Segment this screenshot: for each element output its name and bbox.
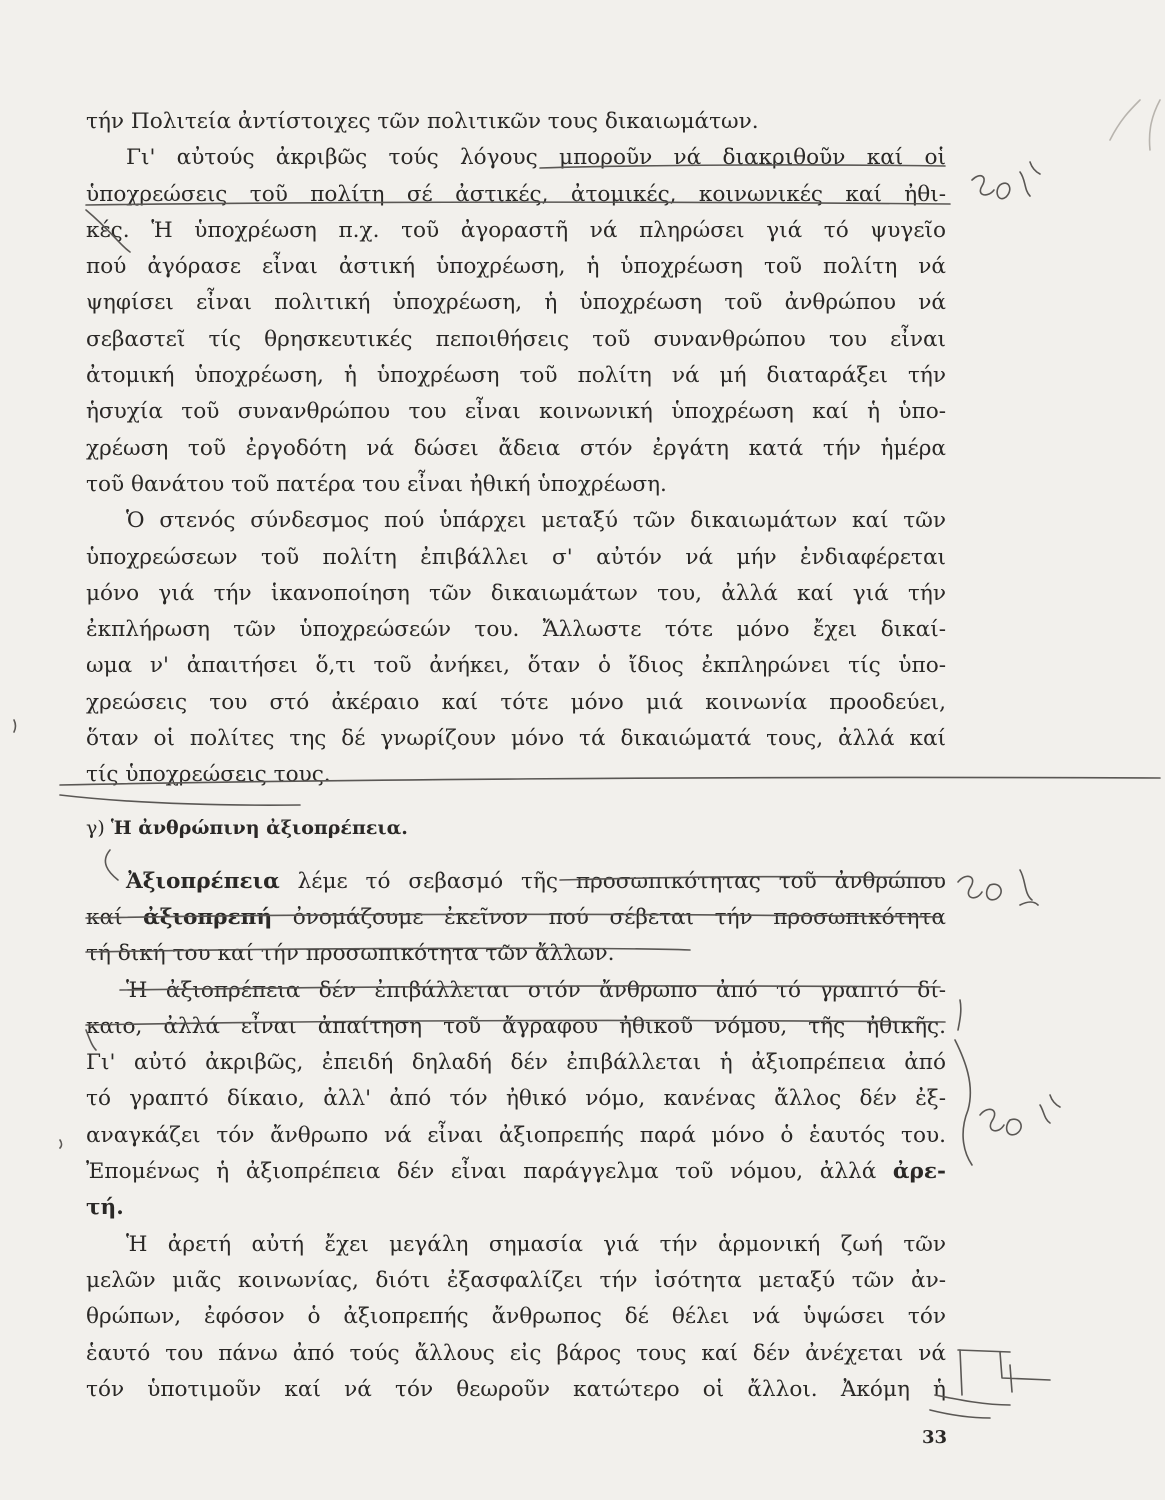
text-line: τή δική του καί τήν προσωπικότητα τῶν ἄλλων. [86, 941, 615, 967]
text-line [86, 1190, 946, 1226]
text-span: καί [86, 904, 144, 930]
term-bold: ἀξιοπρεπή [143, 904, 273, 930]
text-line: τίς ὑποχρεώσεις τους. [86, 762, 331, 788]
text-line: θρώπων, ἐφόσον ὁ ἀξιοπρεπής ἄνθρωπος δέ θέλει νά ὑψώσει τόν [86, 1304, 946, 1330]
text-line: χρεώσεις του στό ἀκέραιο καί τότε μόνο μιά κοινωνία προοδεύει, [86, 689, 946, 715]
text-line [86, 864, 946, 900]
text-line: αναγκάζει τόν ἄνθρωπο νά εἶναι ἀξιοπρεπής παρά μόνο ὁ ἑαυτός του. [86, 1122, 946, 1148]
text-line: κές. Ἡ ὑποχρέωση π.χ. τοῦ ἀγοραστῆ νά πληρώσει γιά τό ψυγεῖο [86, 217, 946, 243]
text-line: καιο, ἀλλά εἶναι ἀπαίτηση τοῦ ἄγραφου ἠθικοῦ νόμου, τῆς ἠθικῆς. [86, 1013, 946, 1039]
text-line: Ἡ ἀξιοπρέπεια δέν ἐπιβάλλεται στόν ἄνθρωπο ἀπό τό γραπτό δί- [126, 977, 946, 1003]
text-line: ἐκπλήρωση τῶν ὑποχρεώσεών του. Ἄλλωστε τότε μόνο ἔχει δικαί- [86, 617, 946, 643]
term-bold: ἀρε- [892, 1159, 946, 1185]
text-span: ὀνομάζουμε ἐκεῖνον πού σέβεται τήν προσωπικότητα [272, 904, 946, 930]
text-line: χρέωση τοῦ ἐργοδότη νά δώσει ἄδεια στόν ἐργάτη κατά τήν ἡμέρα [86, 435, 946, 461]
text-line: Γι' αὐτούς ἀκριβῶς τούς λόγους μποροῦν νά διακριθοῦν καί οἱ [126, 145, 946, 171]
text-line [86, 900, 946, 936]
text-line: ἑαυτό του πάνω ἀπό τούς ἄλλους εἰς βάρος τους καί δέν ἀνέχεται νά [86, 1340, 946, 1366]
text-line: πού ἀγόρασε εἶναι ἀστική ὑποχρέωση, ἡ ὑποχρέωση τοῦ πολίτη νά [86, 254, 946, 280]
text-line: τοῦ θανάτου τοῦ πατέρα του εἶναι ἠθική ὑποχρέωση. [86, 471, 667, 497]
text-line: Ἡ ἀρετή αὐτή ἔχει μεγάλη σημασία γιά τήν ἁρμονική ζωή τῶν [126, 1231, 946, 1257]
text-line: μελῶν μιᾶς κοινωνίας, διότι ἐξασφαλίζει τήν ἰσότητα μεταξύ τῶν ἀν- [86, 1267, 946, 1293]
text-span: Ἐπομένως ἡ ἀξιοπρέπεια δέν εἶναι παράγγελμα τοῦ νόμου, ἀλλά [86, 1159, 893, 1185]
text-line: Γι' αὐτό ἀκριβῶς, ἐπειδή δηλαδή δέν ἐπιβάλλεται ἡ ἀξιοπρέπεια ἀπό [86, 1050, 946, 1076]
section-heading-title: Ἡ ἀνθρώπινη ἀξιοπρέπεια. [110, 816, 408, 839]
page-number: 33 [922, 1427, 948, 1448]
text-line [86, 1154, 946, 1190]
text-line: ψηφίσει εἶναι πολιτική ὑποχρέωση, ἡ ὑποχρέωση τοῦ ἀνθρώπου νά [86, 290, 946, 316]
text-line: ὑποχρεώσεις τοῦ πολίτη σέ ἀστικές, ἀτομικές, κοινωνικές καί ἠθι- [86, 181, 946, 207]
section-heading [86, 810, 946, 846]
text-line: τήν Πολιτεία ἀντίστοιχες τῶν πολιτικῶν τους δικαιωμάτων. [86, 109, 759, 134]
text-line: ἡσυχία τοῦ συνανθρώπου του εἶναι κοινωνική ὑποχρέωση καί ἡ ὑπο- [86, 399, 946, 425]
text-line: σεβαστεῖ τίς θρησκευτικές πεποιθήσεις τοῦ συνανθρώπου του εἶναι [86, 326, 946, 352]
text-line: τόν ὑποτιμοῦν καί νά τόν θεωροῦν κατώτερο οἱ ἄλλοι. Ἀκόμη ἡ [86, 1376, 946, 1402]
text-line: ὑποχρεώσεων τοῦ πολίτη ἐπιβάλλει σ' αὐτόν νά μήν ἐνδιαφέρεται [86, 544, 946, 570]
text-line: ὅταν οἱ πολίτες της δέ γνωρίζουν μόνο τά δικαιώματά τους, ἀλλά καί [86, 726, 946, 752]
text-line: ωμα ν' ἀπαιτήσει ὅ,τι τοῦ ἀνήκει, ὅταν ὁ ἴδιος ἐκπληρώνει τίς ὑπο- [86, 653, 946, 679]
term-bold: Ἀξιοπρέπεια [126, 868, 280, 894]
text-span: λέμε τό σεβασμό τῆς προσωπικότητας τοῦ ἀνθρώπου [279, 868, 946, 894]
section-heading-prefix: γ) [86, 816, 111, 839]
text-line: ἀτομική ὑποχρέωση, ἡ ὑποχρέωση τοῦ πολίτη νά μή διαταράξει τήν [86, 363, 946, 389]
page-body [86, 104, 946, 1408]
text-line: τό γραπτό δίκαιο, ἀλλ' ἀπό τόν ἠθικό νόμο, κανένας ἄλλος δέν ἐξ- [86, 1086, 946, 1112]
term-bold: τή. [86, 1195, 124, 1221]
text-line: μόνο γιά τήν ἱκανοποίηση τῶν δικαιωμάτων του, ἀλλά καί γιά τήν [86, 580, 946, 606]
text-line: Ὁ στενός σύνδεσμος πού ὑπάρχει μεταξύ τῶν δικαιωμάτων καί τῶν [126, 508, 946, 534]
